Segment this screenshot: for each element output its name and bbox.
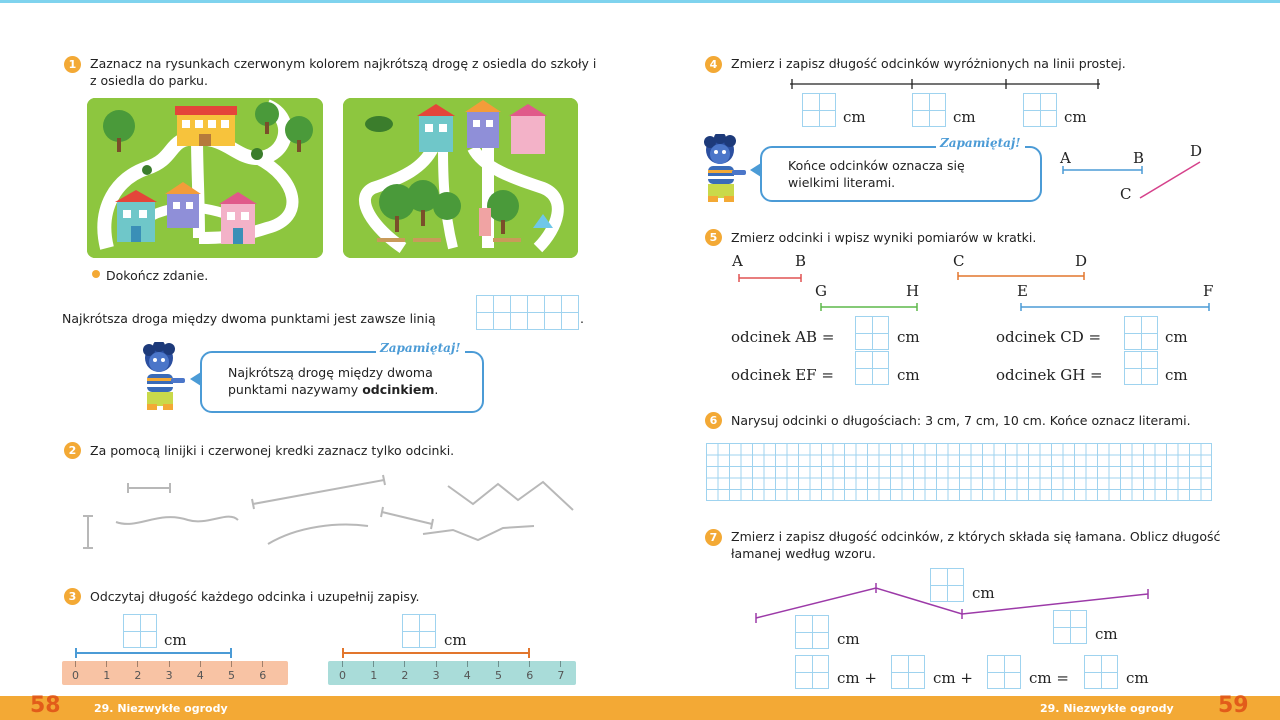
segment-end <box>528 648 530 658</box>
ruler-tick <box>231 661 232 667</box>
ruler-tick <box>106 661 107 667</box>
task-3-number: 3 <box>64 588 81 605</box>
ruler-tick <box>342 661 343 667</box>
ruler-label: 1 <box>103 669 111 682</box>
answer-grid-ruler-1[interactable] <box>123 614 157 648</box>
answer-grid-gh[interactable] <box>1124 351 1158 385</box>
answer-grid-ab[interactable] <box>855 316 889 350</box>
bubble-pointer <box>750 163 761 177</box>
mascot-character <box>133 342 191 412</box>
ruler-tick <box>200 661 201 667</box>
unit-cm: cm <box>837 630 860 648</box>
ruler-label: 6 <box>526 669 534 682</box>
ruler-label: 4 <box>196 669 204 682</box>
segment-ruler-2 <box>342 652 529 654</box>
label-cd: odcinek CD = <box>996 328 1102 346</box>
ruler-label: 3 <box>165 669 173 682</box>
segment-ef <box>1020 297 1210 307</box>
task-5-instruction: Zmierz odcinki i wpisz wyniki pomiarów w kratki. <box>731 230 1037 245</box>
unit-cm: cm <box>1165 328 1188 346</box>
answer-grid-ruler-2[interactable] <box>402 614 436 648</box>
point-label: D <box>1190 142 1203 160</box>
plus-label: cm + <box>837 669 877 687</box>
map-park-illustration <box>343 98 578 258</box>
segments-ab-cd <box>1060 160 1206 202</box>
ruler-label: 2 <box>134 669 142 682</box>
sentence-end: . <box>580 311 584 326</box>
task-4-line <box>790 76 1100 90</box>
task-3-instruction: Odczytaj długość każdego odcinka i uzupełnij zapisy. <box>90 589 420 604</box>
map-school-illustration <box>87 98 323 258</box>
segment-ab <box>738 268 802 278</box>
task-7-number: 7 <box>705 529 722 546</box>
answer-grid-4b[interactable] <box>912 93 946 127</box>
segment-end <box>342 648 344 658</box>
unit-cm: cm <box>953 108 976 126</box>
page-number-left: 58 <box>30 693 61 718</box>
task-2-number: 2 <box>64 442 81 459</box>
remember-tag-2: Zapamiętaj! <box>936 136 1025 150</box>
ruler-tick <box>262 661 263 667</box>
point-label: H <box>906 282 920 300</box>
segment-end <box>230 648 232 658</box>
segment-cd <box>957 266 1085 276</box>
task-1-bullet-text: Dokończ zdanie. <box>106 268 209 283</box>
task-2-instruction: Za pomocą linijki i czerwonej kredki zaznacz tylko odcinki. <box>90 443 455 458</box>
answer-grid-total[interactable] <box>1084 655 1118 689</box>
unit-cm: cm <box>1095 625 1118 643</box>
ruler-tick <box>137 661 138 667</box>
unit-cm: cm <box>897 328 920 346</box>
unit-cm: cm <box>444 631 467 649</box>
point-label: E <box>1017 282 1028 300</box>
ruler-label: 5 <box>495 669 502 682</box>
task-6-number: 6 <box>705 412 722 429</box>
answer-grid-cd[interactable] <box>1124 316 1158 350</box>
answer-grid-7a[interactable] <box>795 615 829 649</box>
unit-cm: cm <box>164 631 187 649</box>
task-1-number: 1 <box>64 56 81 73</box>
ruler-tick <box>404 661 405 667</box>
task-6-instruction: Narysuj odcinki o długościach: 3 cm, 7 cm, 10 cm. Końce oznacz literami. <box>731 413 1191 428</box>
task-1-instruction: Zaznacz na rysunkach czerwonym kolorem najkrótszą drogę z osiedla do szkoły i z osiedla do parku. <box>90 56 597 88</box>
answer-grid-7b[interactable] <box>930 568 964 602</box>
ruler-tick <box>529 661 530 667</box>
unit-cm: cm <box>1165 366 1188 384</box>
answer-grid-4c[interactable] <box>1023 93 1057 127</box>
page-number-right: 59 <box>1218 693 1249 718</box>
remember-text-2: Końce odcinków oznacza się wielkimi literami. <box>788 158 965 190</box>
ruler-label: 2 <box>401 669 409 682</box>
unit-cm: cm <box>972 584 995 602</box>
unit-cm: cm <box>1126 669 1149 687</box>
task-1-sentence: Najkrótsza droga między dwoma punktami jest zawsze linią <box>62 311 436 326</box>
ruler-label: 5 <box>228 669 235 682</box>
answer-grid-sentence[interactable] <box>476 295 579 330</box>
ruler-label: 0 <box>339 669 346 682</box>
point-label: D <box>1075 252 1088 270</box>
ruler-label: 0 <box>72 669 79 682</box>
unit-cm: cm <box>1064 108 1087 126</box>
ruler-tick <box>169 661 170 667</box>
task-2-lines-drawing[interactable] <box>78 470 588 560</box>
drawing-grid[interactable] <box>706 443 1212 501</box>
answer-grid-4a[interactable] <box>802 93 836 127</box>
point-label: B <box>795 252 807 270</box>
segment-ruler-1 <box>75 652 232 654</box>
ruler-2 <box>328 661 576 685</box>
answer-grid-7c[interactable] <box>1053 610 1087 644</box>
answer-grid-ef[interactable] <box>855 351 889 385</box>
point-label: C <box>1120 185 1132 203</box>
point-label: C <box>953 252 965 270</box>
ruler-tick <box>560 661 561 667</box>
task-4-number: 4 <box>705 56 722 73</box>
mascot-character <box>694 134 752 204</box>
ruler-tick <box>498 661 499 667</box>
unit-cm: cm <box>897 366 920 384</box>
point-label: A <box>732 252 743 270</box>
segment-end <box>75 648 77 658</box>
ruler-label: 4 <box>463 669 471 682</box>
task-5-number: 5 <box>705 229 722 246</box>
answer-grid-sum-1[interactable] <box>795 655 829 689</box>
segment-gh <box>820 297 918 307</box>
label-ab: odcinek AB = <box>731 328 835 346</box>
point-label: F <box>1203 282 1214 300</box>
plus-label: cm + <box>933 669 973 687</box>
ruler-label: 1 <box>370 669 378 682</box>
chapter-title-left: 29. Niezwykłe ogrody <box>94 702 228 715</box>
ruler-tick <box>436 661 437 667</box>
answer-grid-sum-2[interactable] <box>891 655 925 689</box>
task-7-instruction: Zmierz i zapisz długość odcinków, z których składa się łamana. Oblicz długość łamanej według wzoru. <box>731 529 1221 561</box>
ruler-1 <box>62 661 288 685</box>
unit-cm: cm <box>843 108 866 126</box>
point-label: A <box>1060 149 1071 167</box>
point-label: G <box>815 282 827 300</box>
ruler-label: 6 <box>259 669 267 682</box>
top-border <box>0 0 1280 3</box>
remember-text-1: Najkrótszą drogę między dwoma punktami nazywamy odcinkiem. <box>228 365 439 397</box>
label-ef: odcinek EF = <box>731 366 834 384</box>
point-label: B <box>1133 149 1145 167</box>
bubble-pointer <box>190 372 201 386</box>
ruler-tick <box>467 661 468 667</box>
bullet-dot <box>92 270 100 278</box>
equals-label: cm = <box>1029 669 1069 687</box>
ruler-tick <box>373 661 374 667</box>
ruler-label: 7 <box>557 669 565 682</box>
chapter-title-right: 29. Niezwykłe ogrody <box>1040 702 1174 715</box>
label-gh: odcinek GH = <box>996 366 1103 384</box>
task-4-instruction: Zmierz i zapisz długość odcinków wyróżnionych na linii prostej. <box>731 56 1126 71</box>
answer-grid-sum-3[interactable] <box>987 655 1021 689</box>
ruler-label: 3 <box>432 669 440 682</box>
remember-tag-1: Zapamiętaj! <box>376 341 465 355</box>
ruler-tick <box>75 661 76 667</box>
